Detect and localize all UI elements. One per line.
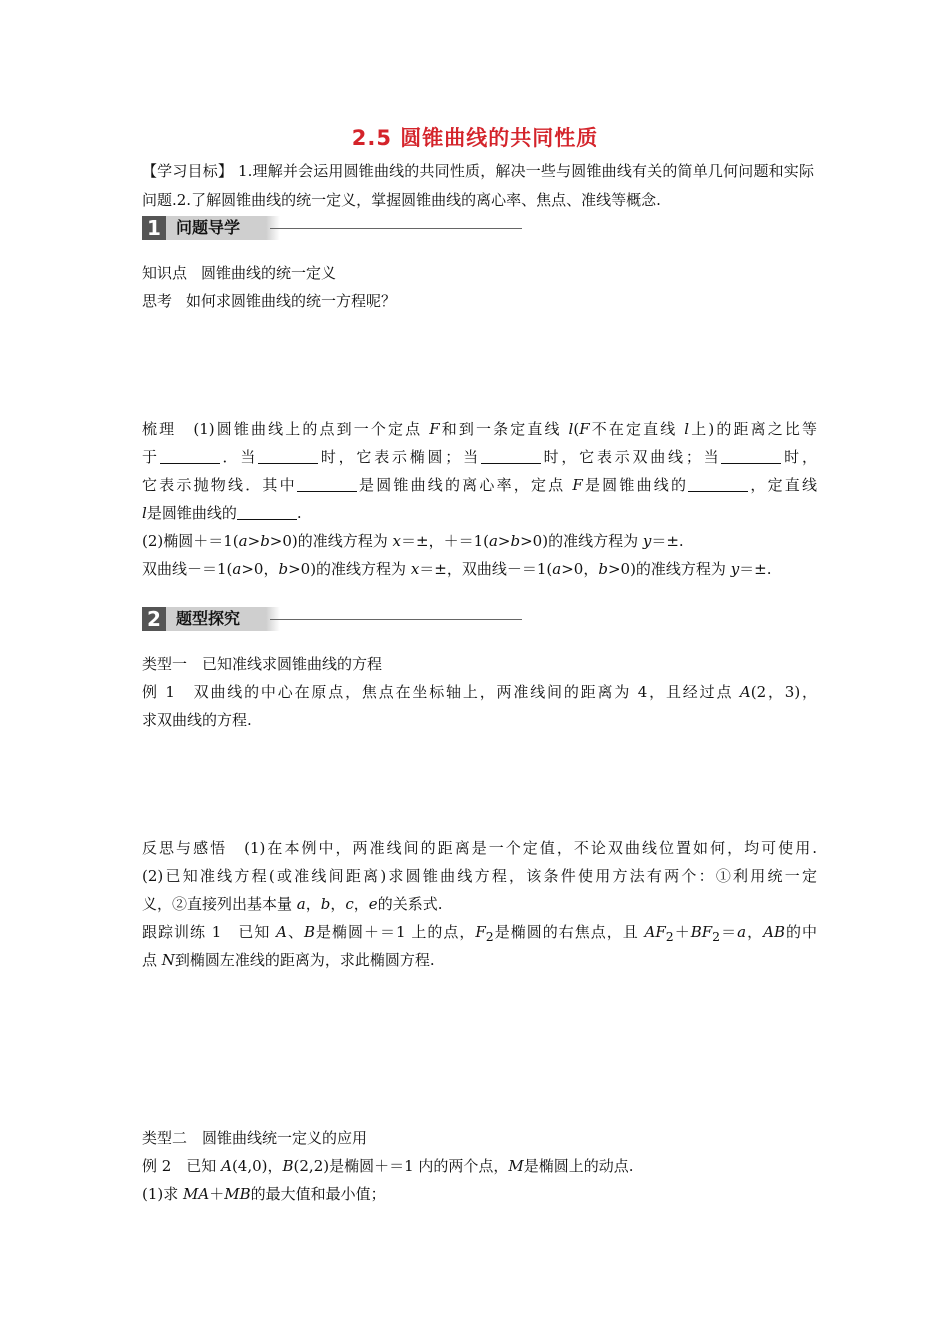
text: ＋ xyxy=(673,923,691,941)
think-label: 思考 xyxy=(142,292,173,310)
section-number: 2 xyxy=(142,607,166,631)
think-question xyxy=(142,290,817,312)
text: >0)的准线方程为 xyxy=(288,560,411,578)
var-a: a xyxy=(232,560,242,578)
text: (2)椭圆＋＝1( xyxy=(142,532,239,550)
var-a: a xyxy=(737,923,747,941)
var-F: F xyxy=(572,476,583,494)
knowledge-point xyxy=(142,262,817,284)
var-b: b xyxy=(278,560,289,578)
var-F: F xyxy=(579,420,590,438)
text: 不在定直线 xyxy=(589,420,685,438)
fill-blank[interactable] xyxy=(258,449,318,464)
learning-objectives xyxy=(142,157,814,215)
text: ， xyxy=(353,895,369,913)
text: 点 xyxy=(142,951,162,969)
text: 是圆锥曲线的 xyxy=(582,476,689,494)
text: 和到一条定直线 xyxy=(439,420,569,438)
var-x: x xyxy=(392,532,401,550)
text: ＝±，＋＝1( xyxy=(401,532,489,550)
text: 到椭圆左准线的距离为，求此椭圆方程. xyxy=(174,951,435,969)
summary-line-5 xyxy=(142,530,817,552)
fill-blank[interactable] xyxy=(721,449,781,464)
var-b: b xyxy=(320,895,331,913)
var-b: b xyxy=(260,532,270,550)
text: ， xyxy=(305,895,321,913)
text: 是椭圆上的动点. xyxy=(523,1157,634,1175)
text: 例 1 双曲线的中心在原点，焦点在坐标轴上，两准线间的距离为 4，且经过点 xyxy=(142,683,740,701)
fill-blank[interactable] xyxy=(237,505,297,520)
var-b: b xyxy=(598,560,608,578)
var-B: B xyxy=(303,923,315,941)
var-N: N xyxy=(161,951,175,969)
text: 例 2 已知 xyxy=(142,1157,222,1175)
text: 上)的距离之比等 xyxy=(689,420,817,438)
knowledge-text: 圆锥曲线的统一定义 xyxy=(201,264,337,282)
text: . xyxy=(296,504,302,522)
text: (2,2)是椭圆＋＝1 内的两个点， xyxy=(293,1157,509,1175)
text: ＝ xyxy=(720,923,738,941)
text: ．当 xyxy=(219,448,259,466)
type-one-heading: 类型一 已知准线求圆锥曲线的方程 xyxy=(142,655,383,673)
example-1-line-2: 求双曲线的方程. xyxy=(142,711,252,729)
summary-line-2 xyxy=(142,446,817,468)
reflection-line-1: 反思与感悟 (1)在本例中，两准线间的距离是一个定值，不论双曲线位置如何，均可使用. xyxy=(142,839,817,857)
var-A: A xyxy=(739,683,751,701)
text: 梳理 (1)圆锥曲线上的点到一个定点 xyxy=(142,420,430,438)
var-F: F xyxy=(475,923,486,941)
var-a: a xyxy=(238,532,248,550)
text: ＋ xyxy=(209,1185,225,1203)
type-two-heading: 类型二 圆锥曲线统一定义的应用 xyxy=(142,1129,368,1147)
text: 是圆锥曲线的离心率，定点 xyxy=(356,476,573,494)
text: 义，②直接列出基本量 xyxy=(142,895,297,913)
var-M: M xyxy=(508,1157,524,1175)
text: 是圆锥曲线的 xyxy=(146,504,237,522)
text: 于 xyxy=(142,448,160,466)
text: ＝±，双曲线－＝1( xyxy=(419,560,553,578)
text: 双曲线－＝1( xyxy=(142,560,233,578)
practice-1-line-2 xyxy=(142,949,817,971)
fill-blank[interactable] xyxy=(481,449,541,464)
var-BF: BF xyxy=(690,923,713,941)
text: 时， xyxy=(781,448,817,466)
summary-line-3 xyxy=(142,474,817,496)
text: > xyxy=(497,532,511,550)
text: 的最大值和最小值； xyxy=(250,1185,386,1203)
var-AB: AB xyxy=(763,923,785,941)
fill-blank[interactable] xyxy=(160,449,220,464)
text: 是椭圆＋＝1 上的点， xyxy=(315,923,476,941)
subscript: 2 xyxy=(712,929,721,944)
section-label: 题型探究 xyxy=(166,607,266,631)
var-AF: AF xyxy=(644,923,666,941)
text: ， xyxy=(746,923,764,941)
text: 时，它表示椭圆；当 xyxy=(318,448,481,466)
var-x: x xyxy=(410,560,420,578)
var-F: F xyxy=(429,420,440,438)
think-text: 如何求圆锥曲线的统一方程呢？ xyxy=(186,292,397,310)
text: ， xyxy=(330,895,346,913)
knowledge-label: 知识点 xyxy=(142,264,188,282)
text: >0， xyxy=(561,560,599,578)
section-rule xyxy=(270,228,522,229)
subscript: 2 xyxy=(485,929,494,944)
section-number: 1 xyxy=(142,216,166,240)
text: > xyxy=(247,532,261,550)
text: 的关系式. xyxy=(377,895,443,913)
text: ＝±. xyxy=(739,560,772,578)
section-header-question-types xyxy=(142,607,522,631)
fill-blank[interactable] xyxy=(297,477,357,492)
text: 它表示抛物线．其中 xyxy=(142,476,297,494)
section-rule xyxy=(270,619,522,620)
summary-line-4 xyxy=(142,502,817,524)
var-c: c xyxy=(345,895,354,913)
objectives-label: 【学习目标】 xyxy=(142,162,234,180)
var-b: b xyxy=(510,532,521,550)
summary-line-1 xyxy=(142,418,817,440)
text: 时，它表示双曲线；当 xyxy=(540,448,722,466)
page-title: 2.5 圆锥曲线的共同性质 xyxy=(351,126,599,150)
var-A: A xyxy=(221,1157,232,1175)
var-MA: MA xyxy=(183,1185,210,1203)
text: >0)的准线方程为 xyxy=(269,532,393,550)
example-2-question-1 xyxy=(142,1183,817,1205)
text: 的中 xyxy=(784,923,817,941)
text: ，定直线 xyxy=(748,476,817,494)
var-a: a xyxy=(488,532,498,550)
section-header-problem-guide xyxy=(142,216,522,240)
section-label: 问题导学 xyxy=(166,216,266,240)
text: 是椭圆的右焦点，且 xyxy=(493,923,645,941)
text: ＝±. xyxy=(651,532,684,550)
reflection-line-2: (2)已知准线方程(或准线间距离)求圆锥曲线方程，该条件使用方法有两个：①利用统一定 xyxy=(142,867,817,885)
var-e: e xyxy=(368,895,378,913)
text: 、 xyxy=(286,923,304,941)
var-y: y xyxy=(730,560,740,578)
text: (4,0)， xyxy=(231,1157,283,1175)
var-l: l xyxy=(684,420,690,438)
subscript: 2 xyxy=(665,929,674,944)
practice-1-line-1 xyxy=(142,921,817,948)
var-MB: MB xyxy=(224,1185,251,1203)
text: ( xyxy=(573,420,580,438)
text: >0)的准线方程为 xyxy=(520,532,643,550)
var-y: y xyxy=(642,532,652,550)
text: >0， xyxy=(241,560,279,578)
var-B: B xyxy=(282,1157,294,1175)
reflection-line-3 xyxy=(142,893,817,915)
var-l: l xyxy=(568,420,574,438)
var-A: A xyxy=(276,923,287,941)
objectives-text: 1.理解并会运用圆锥曲线的共同性质，解决一些与圆锥曲线有关的简单几何问题和实际问题.2.了解圆锥曲线的统一定义，掌握圆锥曲线的离心率、焦点、准线等概念. xyxy=(142,162,814,209)
text: >0)的准线方程为 xyxy=(607,560,731,578)
var-a: a xyxy=(296,895,306,913)
var-a: a xyxy=(552,560,562,578)
var-l: l xyxy=(142,504,147,522)
example-1-line-1 xyxy=(142,681,817,703)
example-2-line-1 xyxy=(142,1155,817,1177)
fill-blank[interactable] xyxy=(688,477,748,492)
text: 跟踪训练 1 已知 xyxy=(142,923,277,941)
summary-line-6 xyxy=(142,558,817,580)
text: (2，3)， xyxy=(750,683,817,701)
text: (1)求 xyxy=(142,1185,184,1203)
